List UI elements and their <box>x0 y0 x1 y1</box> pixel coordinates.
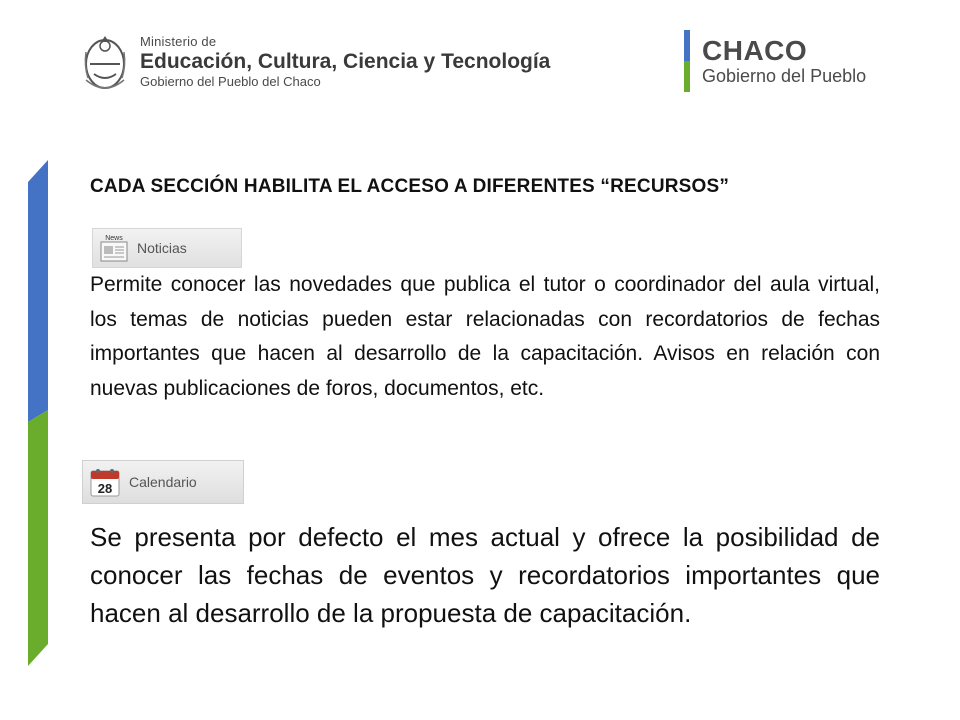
page-header <box>70 22 880 100</box>
chaco-logo-bar <box>684 30 690 92</box>
calendario-button[interactable] <box>82 460 244 504</box>
noticias-button[interactable] <box>92 228 242 268</box>
coat-of-arms-icon <box>80 30 130 94</box>
ministry-line-1: Ministerio de <box>140 34 217 50</box>
chaco-subtitle: Gobierno del Pueblo <box>702 65 867 86</box>
news-icon-label: News <box>105 235 123 242</box>
noticias-label: Noticias <box>137 240 187 256</box>
calendario-label: Calendario <box>129 474 197 490</box>
ministry-name: Educación, Cultura, Ciencia y Tecnología <box>140 49 551 73</box>
chaco-logo <box>684 28 866 94</box>
accent-stripe <box>28 160 52 666</box>
ministry-line-3: Gobierno del Pueblo del Chaco <box>140 74 321 90</box>
noticias-description: Permite conocer las novedades que publica el tutor o coordinador del aula virtual, los temas de noticias pueden estar relacionadas con recordatorios de fechas importantes que hacen al desarrollo de la capacitación. Avisos en relación con nuevas publicaciones de foros, documentos, etc. <box>90 273 880 400</box>
section-title: CADA SECCIÓN HABILITA EL ACCESO A DIFERENTES “RECURSOS” <box>90 176 730 197</box>
chaco-title: CHACO <box>702 34 808 66</box>
ministry-logo <box>80 28 550 96</box>
calendar-icon-day: 28 <box>97 481 113 496</box>
calendario-description: Se presenta por defecto el mes actual y ofrece la posibilidad de conocer las fechas de eventos y recordatorios importantes que hacen al desarrollo de la propuesta de capacitación. <box>90 522 880 628</box>
news-icon <box>99 233 129 263</box>
calendar-icon <box>89 466 121 498</box>
